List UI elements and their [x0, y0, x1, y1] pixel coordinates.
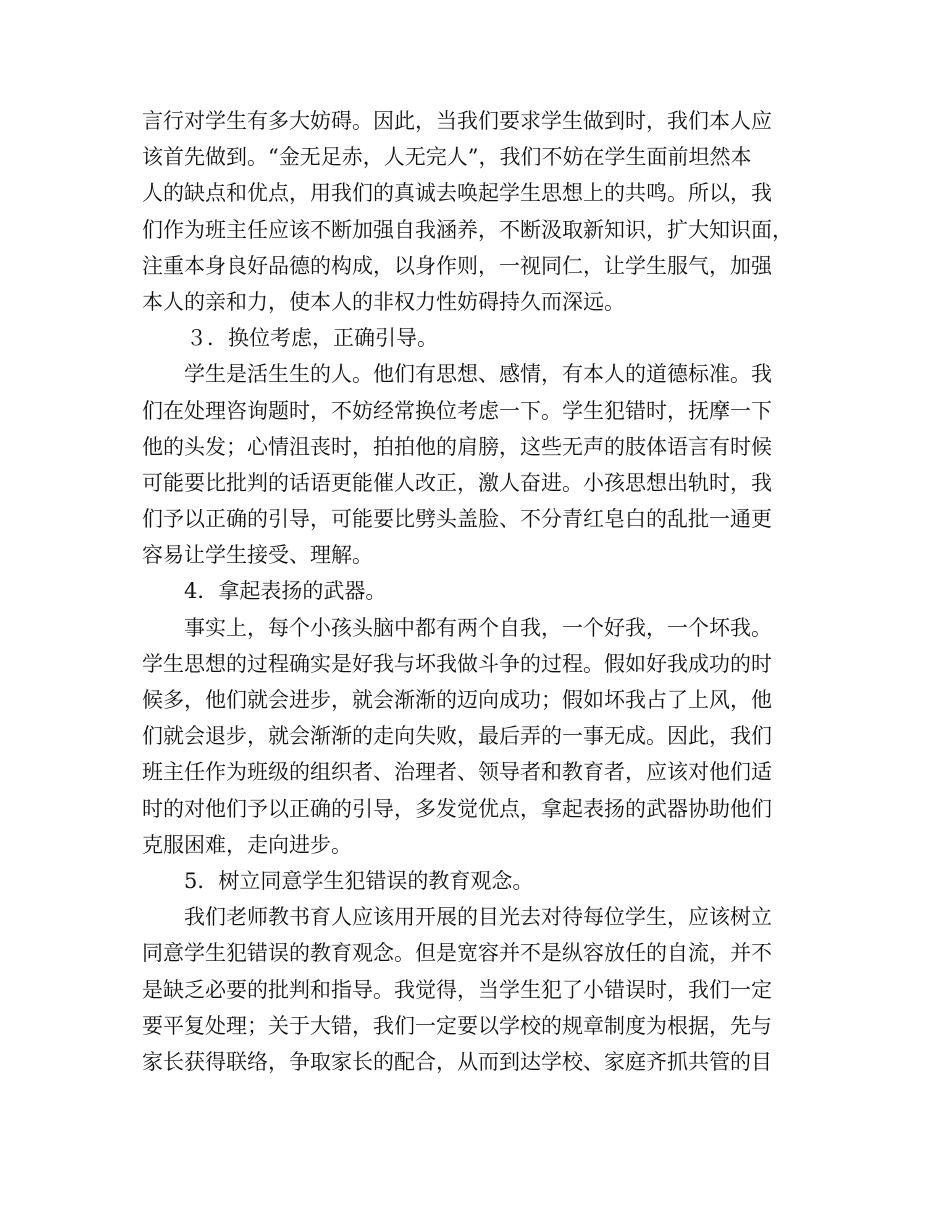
text-line: 容易让学生接受、理解。: [142, 543, 373, 568]
text-line: 言行对学生有多大妨碍。因此，当我们要求学生做到时，我们本人应: [142, 109, 772, 133]
document-body: [142, 103, 822, 1080]
paragraph-first-line: 事实上，每个小孩头脑中都有两个自我，一个好我，一个坏我。: [184, 615, 772, 640]
paragraph-first-line: 学生是活生生的人。他们有思想、感情，有本人的道德标准。我: [184, 362, 772, 387]
text-line: 们就会退步，就会渐渐的走向失败，最后弄的一事无成。因此，我们: [142, 724, 772, 749]
text-line: 们作为班主任应该不断加强自我涵养，不断汲取新知识，扩大知识面，: [142, 217, 793, 242]
section-heading: 5．树立同意学生犯错误的教育观念。: [184, 868, 534, 893]
text-line: 同意学生犯错误的教育观念。但是宽容并不是纵容放任的自流，并不: [142, 941, 772, 966]
text-line: 候多，他们就会进步，就会渐渐的迈向成功；假如坏我占了上风，他: [142, 688, 772, 712]
section-heading: 4．拿起表扬的武器。: [184, 579, 387, 604]
text-line: 们予以正确的引导，可能要比劈头盖脸、不分青红皂白的乱批一通更: [142, 507, 772, 532]
text-line: 们在处理咨询题时，不妨经常换位考虑一下。学生犯错时，抚摩一下: [142, 398, 772, 423]
section-heading: ３．换位考虑，正确引导。: [186, 326, 438, 351]
text-line: 本人的亲和力，使本人的非权力性妨碍持久而深远。: [142, 289, 625, 314]
text-line: 他的头发；心情沮丧时，拍拍他的肩膀，这些无声的肢体语言有时候: [142, 434, 772, 459]
text-line: 注重本身良好品德的构成，以身作则，一视同仁，让学生服气，加强: [142, 253, 772, 278]
text-line: 家长获得联络，争取家长的配合，从而到达学校、家庭齐抓共管的目: [142, 1049, 772, 1074]
text-line: 时的对他们予以正确的引导，多发觉优点，拿起表扬的武器协助他们: [142, 796, 772, 821]
text-line: 要平复处理；关于大错，我们一定要以学校的规章制度为根据，先与: [142, 1013, 772, 1038]
paragraph-first-line: 我们老师教书育人应该用开展的目光去对待每位学生，应该树立: [184, 905, 772, 930]
text-line: 班主任作为班级的组织者、治理者、领导者和教育者，应该对他们适: [142, 760, 772, 785]
text-line: 是缺乏必要的批判和指导。我觉得，当学生犯了小错误时，我们一定: [142, 977, 772, 1002]
text-line: 人的缺点和优点，用我们的真诚去唤起学生思想上的共鸣。所以，我: [142, 181, 772, 206]
text-line: 学生思想的过程确实是好我与坏我做斗争的过程。假如好我成功的时: [142, 651, 772, 676]
text-line: 该首先做到。“金无足赤，人无完人”，我们不妨在学生面前坦然本: [142, 145, 752, 170]
text-line: 可能要比批判的话语更能催人改正，激人奋进。小孩思想出轨时，我: [142, 470, 772, 495]
text-line: 克服困难，走向进步。: [142, 832, 352, 857]
